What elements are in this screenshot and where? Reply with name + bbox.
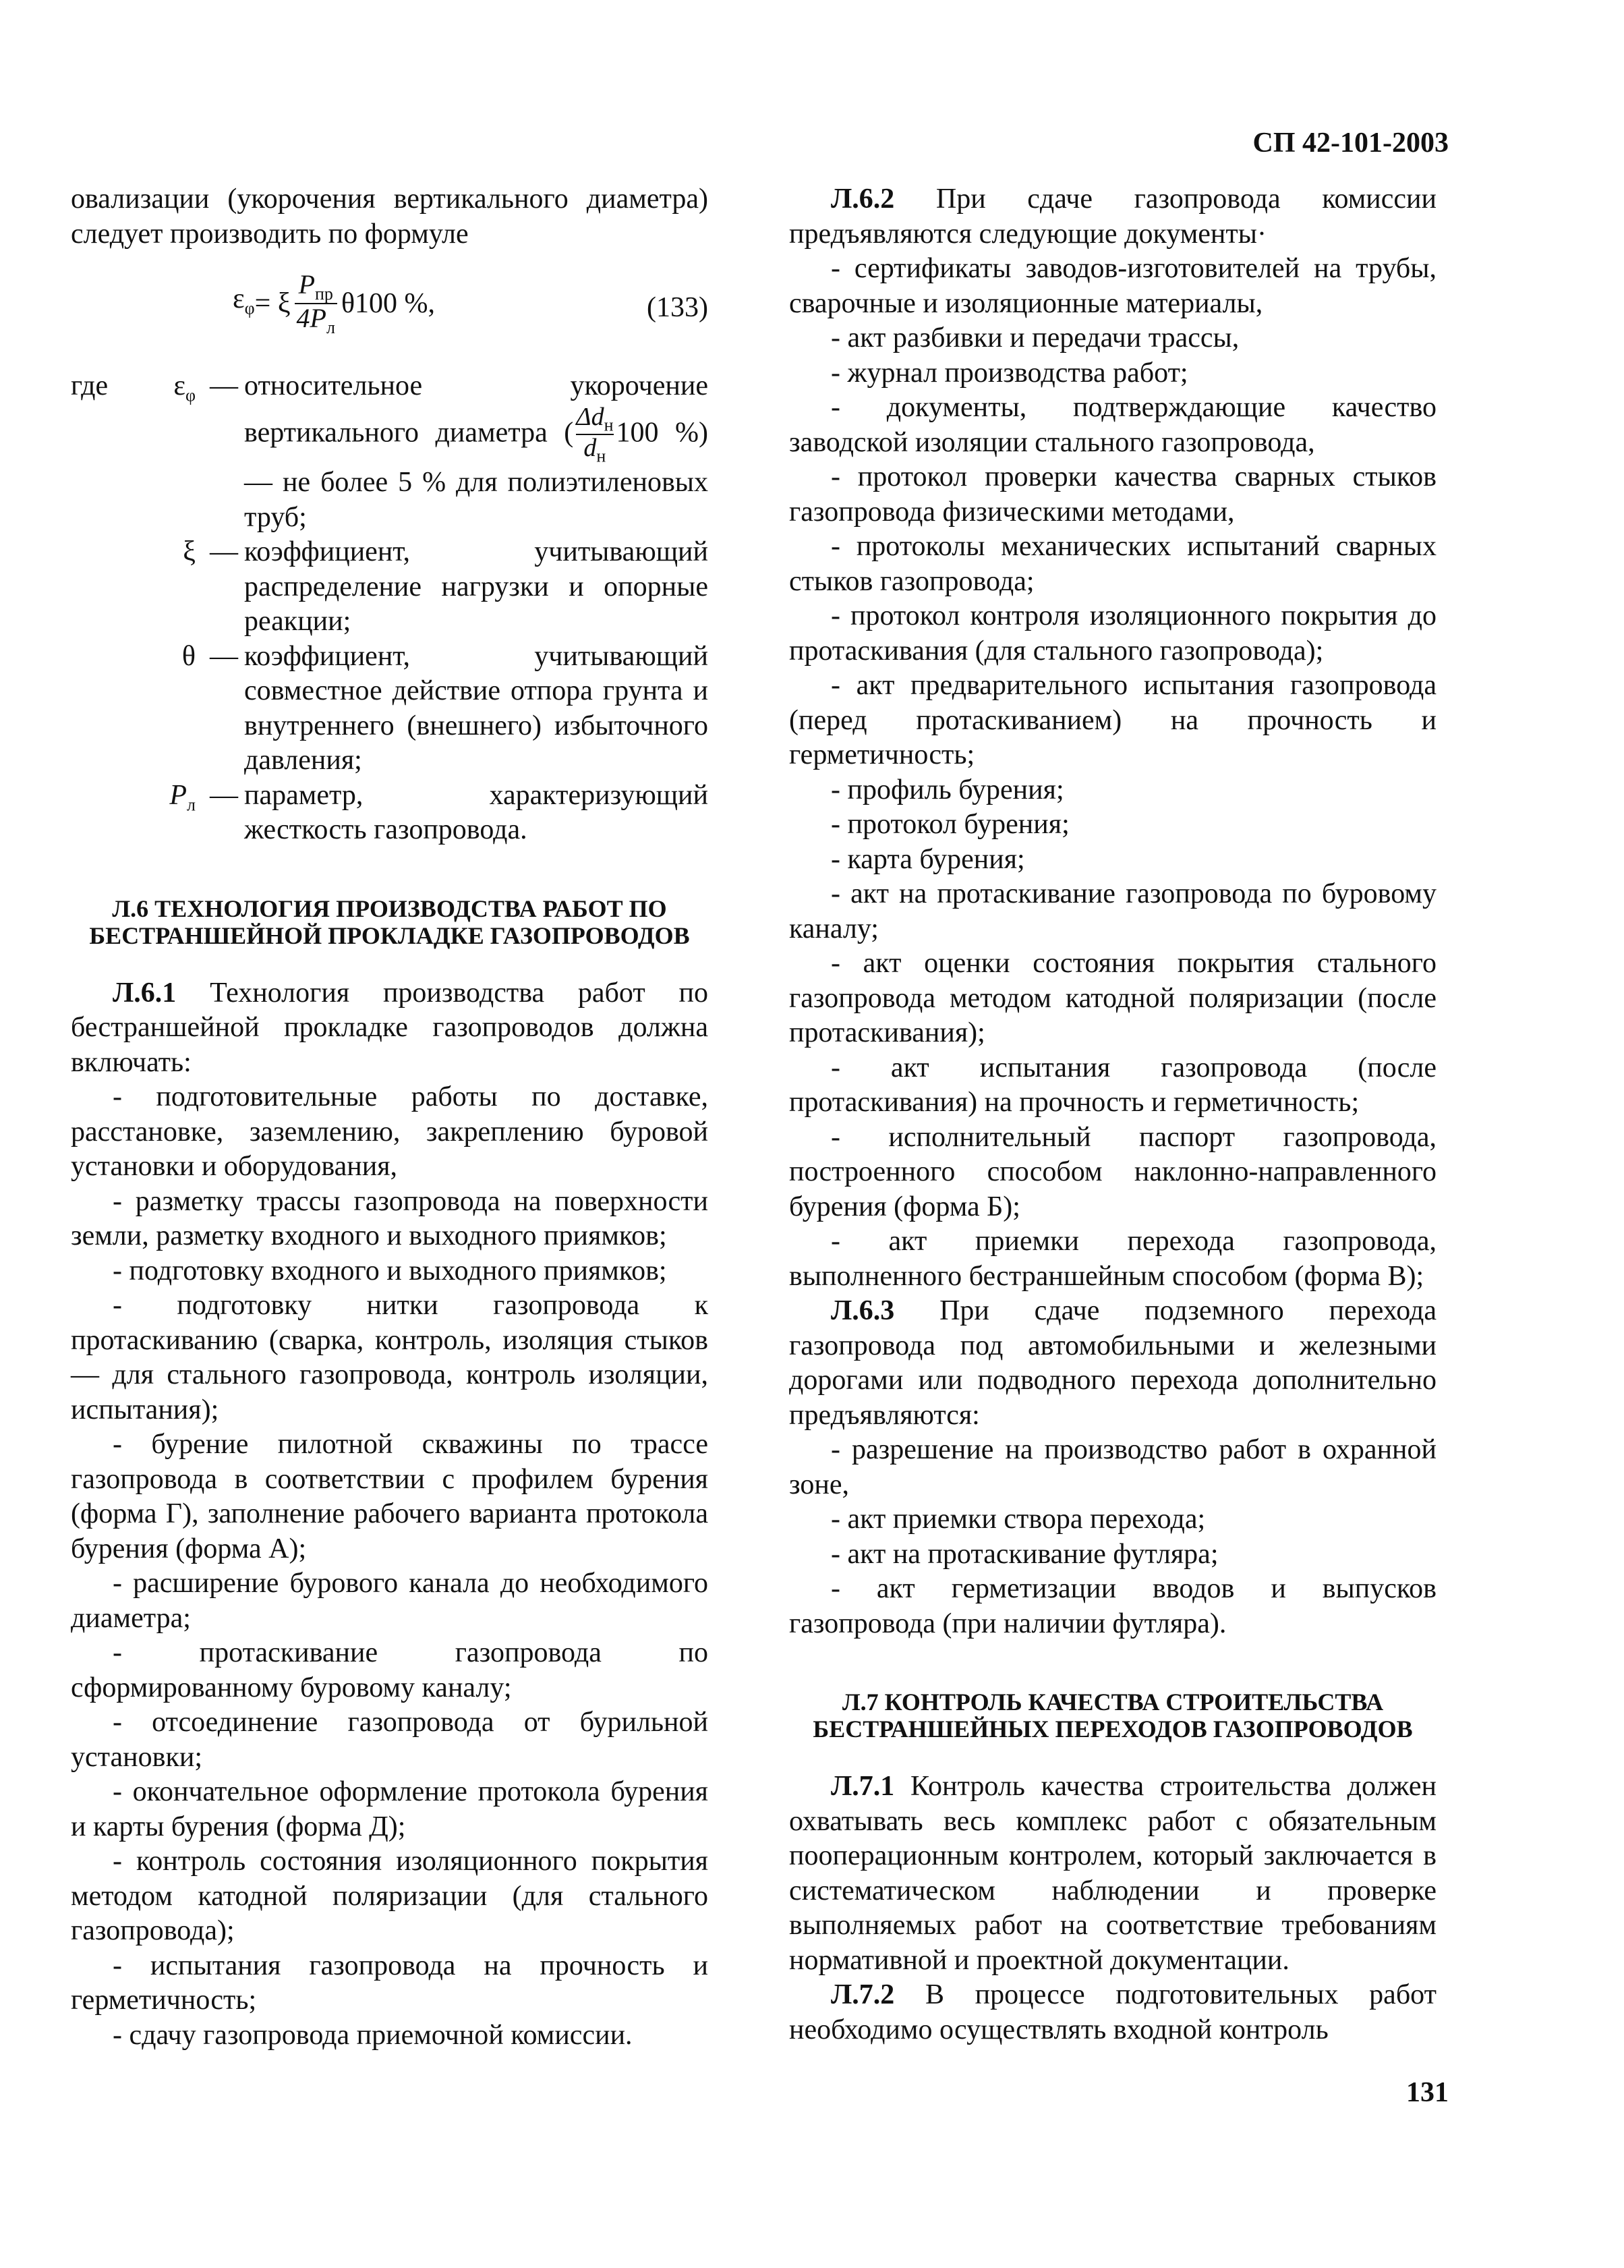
page-number: 131 (1406, 2077, 1449, 2108)
where-text: коэффициент, учитывающий распределение нагрузки и опорные реакции; (244, 536, 708, 637)
paragraph-l61: Л.6.1 Технология производства работ по бестраншейной прокладке газопроводов должна включать: (71, 977, 708, 1078)
where-text: коэффициент, учитывающий совместное действие отпора грунта и внутреннего (внешнего) избыточного давления; (244, 640, 708, 776)
where-row-epsilon: где $\varepsilon_\varphi$ — относительное укорочение вертикального диаметра ( $\frac{\Delta d_н}{d_н}$ 100 %) — не более 5 % для полиэтиленовых труб; (71, 369, 708, 535)
paragraph-l63: Л.6.3 При сдаче подземного перехода газопровода под автомобильными и железными дорогами или подводного перехода дополнительно предъявляются: (789, 1295, 1437, 1431)
list-item: - протокол контроля изоляционного покрытия до протаскивания (для стального газопровода); (789, 600, 1437, 667)
list-item: - акт предварительного испытания газопровода (перед протаскиванием) на прочность и герметичность; (789, 670, 1437, 770)
where-symbol: $P_л$ (169, 779, 196, 815)
list-item: - подготовительные работы по доставке, расстановке, заземлению, закреплению буровой установки и оборудования, (71, 1081, 708, 1183)
list-item: - документы, подтверждающие качество заводской изоляции стального газопровода, (789, 392, 1437, 458)
where-row-p: $P_л$ — параметр, характеризующий жесткость газопровода. (71, 778, 708, 848)
formula-fraction: $\frac{P_{пр}}{4P_л}$ (295, 271, 337, 337)
formula-number: (133) (647, 292, 708, 323)
left-column (71, 182, 708, 2053)
list-item: - акт герметизации вводов и выпусков газопровода (при наличии футляра). (789, 1573, 1437, 1639)
list-item: - акт на протаскивание футляра; (831, 1538, 1219, 1570)
list-item: - испытания газопровода на прочность и герметичность; (71, 1950, 708, 2016)
list-item: - отсоединение газопровода от бурильной установки; (71, 1707, 708, 1773)
list-item: - исполнительный паспорт газопровода, построенного способом наклонно-направленного бурения (форма Б); (789, 1121, 1437, 1222)
paragraph-l62: Л.6.2 При сдаче газопровода комиссии предъявляются следующие документы· (789, 183, 1437, 250)
where-symbol: ξ (183, 536, 196, 568)
inline-fraction: $\frac{\Delta d_н}{d_н}$ (576, 402, 614, 466)
where-symbol: θ (181, 640, 196, 672)
paragraph-l71: Л.7.1 Контроль качества строительства должен охватывать весь комплекс работ с обязательным пооперационным контролем, который заключается в систематическом наблюдении и проверке выполняемых работ на соответствие требованиям нормативной и проектной документации. (789, 1771, 1437, 1976)
list-item: - акт испытания газопровода (после протаскивания) на прочность и герметичность; (789, 1052, 1437, 1118)
list-item: - журнал производства работ; (831, 357, 1188, 389)
list-item: - акт приемки створа перехода; (831, 1504, 1206, 1535)
list-item: - бурение пилотной скважины по трассе газопровода в соответствии с профилем бурения (форма Г), заполнение рабочего варианта протокола бурения (форма А); (71, 1429, 708, 1564)
list-item: - сертификаты заводов-изготовителей на трубы, сварочные и изоляционные материалы, (789, 253, 1437, 319)
formula-133 (71, 261, 708, 362)
right-column (789, 182, 1437, 2047)
list-l62 (789, 252, 1437, 1294)
list-item: - сдачу газопровода приемочной комиссии. (113, 2019, 633, 2051)
section-heading-l7: Л.7 КОНТРОЛЬ КАЧЕСТВА СТРОИТЕЛЬСТВА БЕСТРАНШЕЙНЫХ ПЕРЕХОДОВ ГАЗОПРОВОДОВ (813, 1689, 1413, 1742)
list-item: - профиль бурения; (831, 774, 1064, 805)
where-list (71, 369, 708, 848)
list-item: - подготовку нитки газопровода к протаскиванию (сварка, контроль, изоляция стыков — для стального газопровода, контроль изоляции, испытания); (71, 1290, 708, 1425)
list-item: - протоколы механических испытаний сварных стыков газопровода; (789, 531, 1437, 597)
where-symbol: $\varepsilon_\varphi$ (173, 370, 196, 405)
list-item: - акт разбивки и передачи трассы, (831, 322, 1240, 353)
list-item: - подготовку входного и выходного приямков; (113, 1255, 667, 1286)
list-item: - карта бурения; (831, 843, 1025, 875)
list-item: - акт приемки перехода газопровода, выполненного бестраншейным способом (форма В); (789, 1226, 1437, 1292)
list-item: - окончательное оформление протокола бурения и карты бурения (форма Д); (71, 1776, 708, 1842)
list-item: - акт на протаскивание газопровода по буровому каналу; (789, 878, 1437, 944)
document-code: СП 42-101-2003 (1252, 127, 1449, 159)
formula-expression (233, 271, 435, 337)
where-text: параметр, характеризующий жесткость газопровода. (244, 779, 708, 846)
list-item: - акт оценки состояния покрытия стального газопровода методом катодной поляризации (после протаскивания); (789, 948, 1437, 1048)
formula-tail: θ100 %, (341, 287, 436, 319)
where-row-theta: θ — коэффициент, учитывающий совместное действие отпора грунта и внутреннего (внешнего) избыточного давления; (71, 640, 708, 778)
section-heading-l6: Л.6 ТЕХНОЛОГИЯ ПРОИЗВОДСТВА РАБОТ ПО БЕСТРАНШЕЙНОЙ ПРОКЛАДКЕ ГАЗОПРОВОДОВ (89, 895, 690, 949)
list-item: - протокол проверки качества сварных стыков газопровода физическими методами, (789, 461, 1437, 528)
formula-intro: овализации (укорочения вертикального диаметра) следует производить по формуле (71, 183, 708, 250)
list-item: - расширение бурового канала до необходимого диаметра; (71, 1568, 708, 1634)
where-text: относительное укорочение вертикального диаметра ( $\frac{\Delta d_н}{d_н}$ 100 %) — не более 5 % для полиэтиленовых труб; (244, 370, 708, 533)
list-item: - протаскивание газопровода по сформированному буровому каналу; (71, 1637, 708, 1703)
formula-eq: = ξ (254, 287, 291, 319)
list-item: - разметку трассы газопровода на поверхности земли, разметку входного и выходного приямков; (71, 1185, 708, 1252)
list-item: - разрешение на производство работ в охранной зоне, (789, 1434, 1437, 1500)
where-word: где (71, 370, 109, 401)
paragraph-l72: Л.7.2 В процессе подготовительных работ необходимо осуществлять входной контроль (789, 1979, 1437, 2045)
list-item: - контроль состояния изоляционного покрытия методом катодной поляризации (для стального газопровода); (71, 1846, 708, 1947)
list-l63 (789, 1433, 1437, 1641)
list-l61 (71, 1080, 708, 2053)
list-item: - протокол бурения; (831, 809, 1070, 840)
where-row-xi: ξ — коэффициент, учитывающий распределение нагрузки и опорные реакции; (71, 535, 708, 640)
formula-lhs: $\varepsilon_\varphi$ (233, 283, 255, 318)
